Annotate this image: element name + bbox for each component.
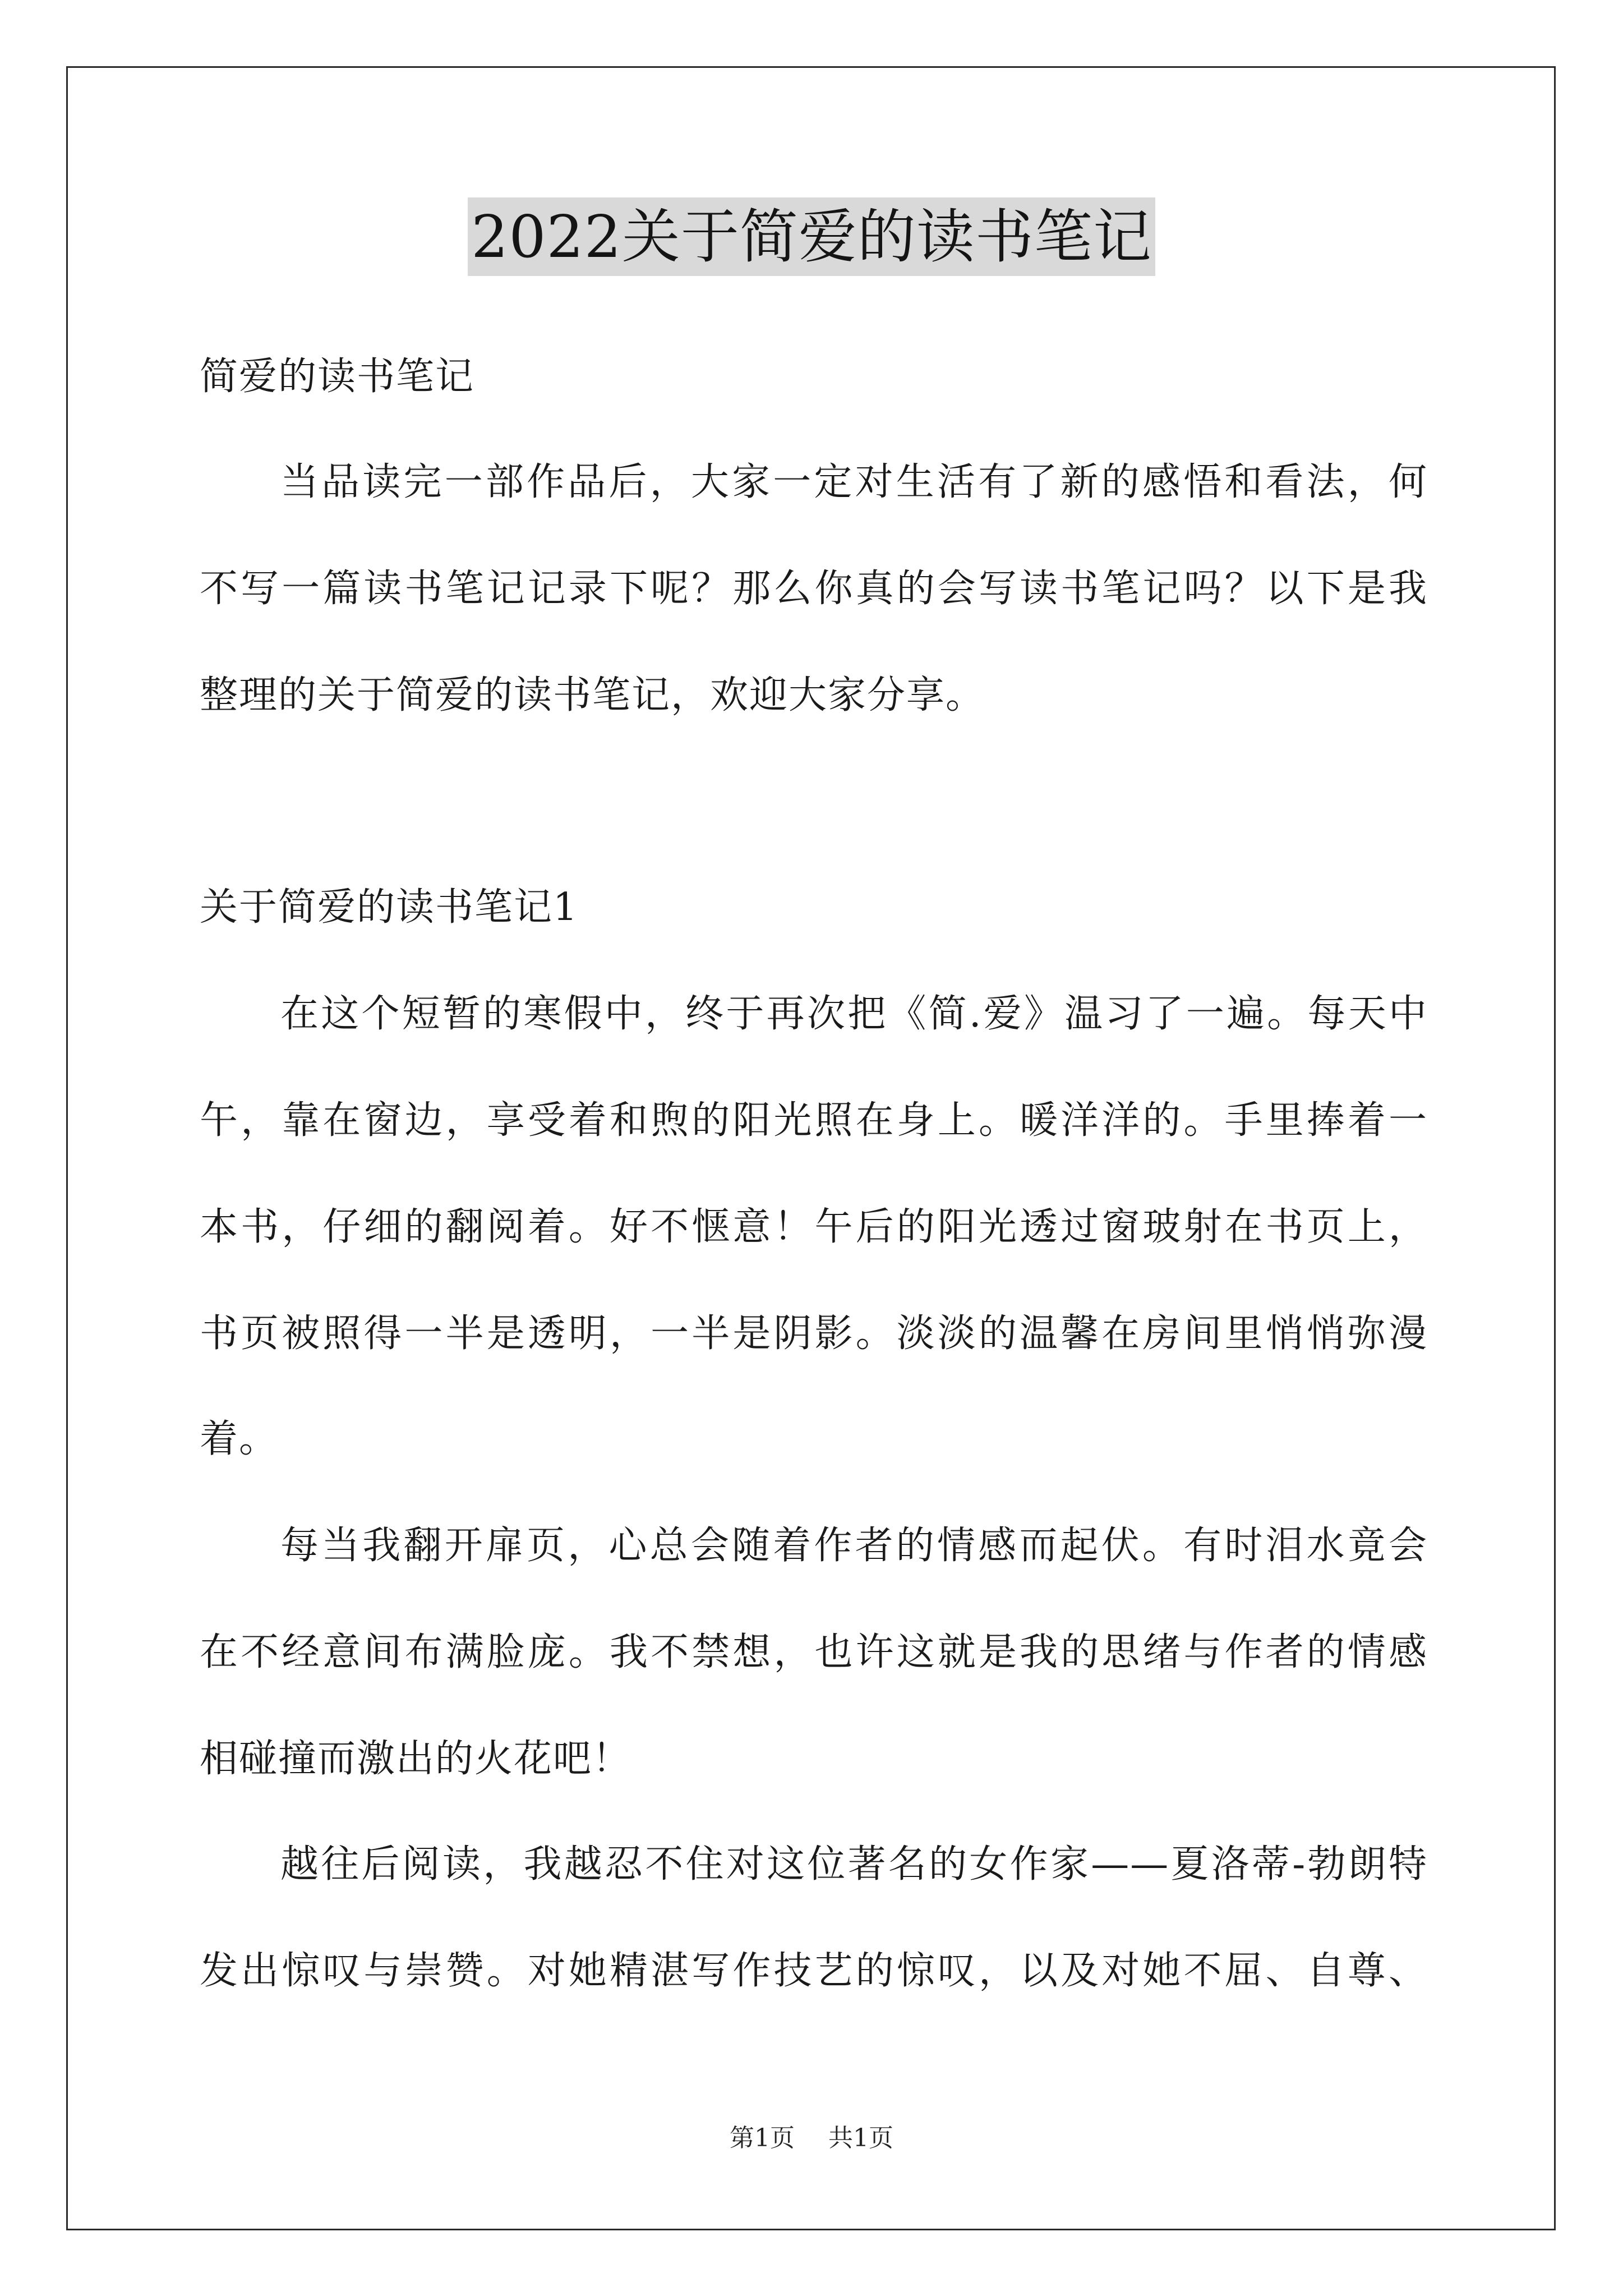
paragraph-line: 在这个短暂的寒假中，终于再次把《简.爱》温习了一遍。每天中 <box>280 992 1428 1036</box>
paragraph-line: 整理的关于简爱的读书笔记，欢迎大家分享。 <box>200 673 985 717</box>
paragraph-line: 着。 <box>200 1417 279 1461</box>
page-total: 共1页 <box>828 2124 893 2152</box>
section-heading: 关于简爱的读书笔记1 <box>200 885 579 930</box>
paragraph-line: 午，靠在窗边，享受着和煦的阳光照在身上。暖洋洋的。手里捧着一 <box>200 1098 1428 1143</box>
paragraph-line: 在不经意间布满脸庞。我不禁想，也许这就是我的思绪与作者的情感 <box>200 1630 1428 1674</box>
paragraph-line: 相碰撞而激出的火花吧！ <box>200 1737 632 1781</box>
paragraph-line: 越往后阅读，我越忍不住对这位著名的女作家——夏洛蒂-勃朗特 <box>280 1842 1428 1887</box>
paragraph-line: 当品读完一部作品后，大家一定对生活有了新的感悟和看法，何 <box>280 460 1428 504</box>
document-title: 2022关于简爱的读书笔记 <box>468 197 1155 276</box>
title-container <box>0 197 1623 276</box>
section-heading: 简爱的读书笔记 <box>200 355 475 399</box>
paragraph-line: 书页被照得一半是透明，一半是阴影。淡淡的温馨在房间里悄悄弥漫 <box>200 1312 1428 1356</box>
paragraph-line: 每当我翻开扉页，心总会随着作者的情感而起伏。有时泪水竟会 <box>280 1524 1428 1568</box>
paragraph-line: 本书，仔细的翻阅着。好不惬意！午后的阳光透过窗玻射在书页上， <box>200 1205 1428 1249</box>
page-number: 第1页 <box>730 2124 795 2152</box>
paragraph-line: 发出惊叹与崇赞。对她精湛写作技艺的惊叹，以及对她不屈、自尊、 <box>200 1949 1428 1993</box>
page-footer <box>0 2122 1623 2155</box>
paragraph-line: 不写一篇读书笔记记录下呢？那么你真的会写读书笔记吗？以下是我 <box>200 567 1428 611</box>
